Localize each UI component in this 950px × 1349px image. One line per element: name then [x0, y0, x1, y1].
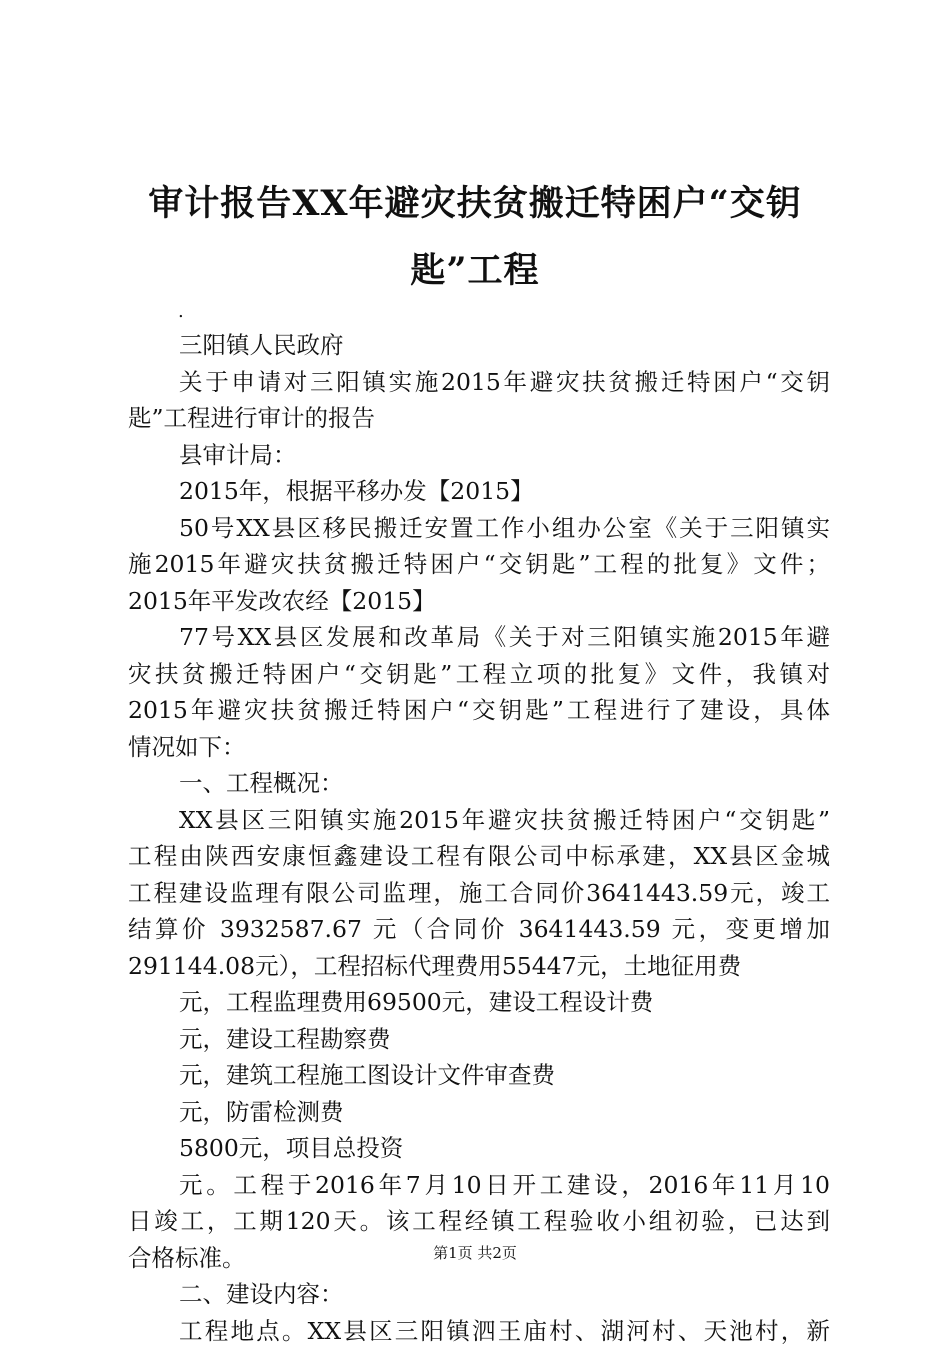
text-line: 三阳镇人民政府 — [128, 327, 830, 364]
text-line: 合格标准。 — [128, 1240, 830, 1277]
text-line: 元。工程于2016年7月10日开工建设，2016年11月10 — [128, 1167, 830, 1204]
text-line: 工程由陕西安康恒鑫建设工程有限公司中标承建，XX县区金城 — [128, 838, 830, 875]
text-line: 2015年避灾扶贫搬迁特困户“交钥匙”工程进行了建设，具体 — [128, 692, 830, 729]
text-line: 匙”工程进行审计的报告 — [128, 400, 830, 437]
dot-mark: . — [178, 302, 184, 322]
text-line: 县审计局： — [128, 437, 830, 474]
text-line: 关于申请对三阳镇实施2015年避灾扶贫搬迁特困户“交钥 — [128, 364, 830, 401]
text-line: 77号XX县区发展和改革局《关于对三阳镇实施2015年避 — [128, 619, 830, 656]
text-line: 2015年平发改农经【2015】 — [128, 583, 830, 620]
title-line-2: 匙”工程 — [120, 237, 830, 304]
text-line: XX县区三阳镇实施2015年避灾扶贫搬迁特困户“交钥匙” — [128, 802, 830, 839]
text-line: 2015年，根据平移办发【2015】 — [128, 473, 830, 510]
text-line: 日竣工，工期120天。该工程经镇工程验收小组初验，已达到 — [128, 1203, 830, 1240]
text-line: 施2015年避灾扶贫搬迁特困户“交钥匙”工程的批复》文件； — [128, 546, 830, 583]
text-line: 结算价 3932587.67 元（合同价 3641443.59 元，变更增加 — [128, 911, 830, 948]
document-title — [120, 170, 830, 304]
text-line: 5800元，项目总投资 — [128, 1130, 830, 1167]
text-line: 元，工程监理费用69500元，建设工程设计费 — [128, 984, 830, 1021]
text-line: 元，防雷检测费 — [128, 1094, 830, 1131]
text-line: 情况如下： — [128, 729, 830, 766]
text-line: 工程建设监理有限公司监理，施工合同价3641443.59元，竣工 — [128, 875, 830, 912]
text-line: 灾扶贫搬迁特困户“交钥匙”工程立项的批复》文件，我镇对 — [128, 656, 830, 693]
text-line: 二、建设内容： — [128, 1276, 830, 1313]
text-line: 元，建设工程勘察费 — [128, 1021, 830, 1058]
page-footer: 第1页 共2页 — [0, 1243, 950, 1263]
text-line: 一、工程概况： — [128, 765, 830, 802]
document-body — [128, 327, 830, 1349]
text-line: 50号XX县区移民搬迁安置工作小组办公室《关于三阳镇实 — [128, 510, 830, 547]
text-line: 291144.08元），工程招标代理费用55447元，土地征用费 — [128, 948, 830, 985]
title-line-1: 审计报告XX年避灾扶贫搬迁特困户“交钥 — [120, 170, 830, 237]
text-line: 工程地点。XX县区三阳镇泗王庙村、湖河村、天池村，新 — [128, 1313, 830, 1349]
text-line: 元，建筑工程施工图设计文件审查费 — [128, 1057, 830, 1094]
